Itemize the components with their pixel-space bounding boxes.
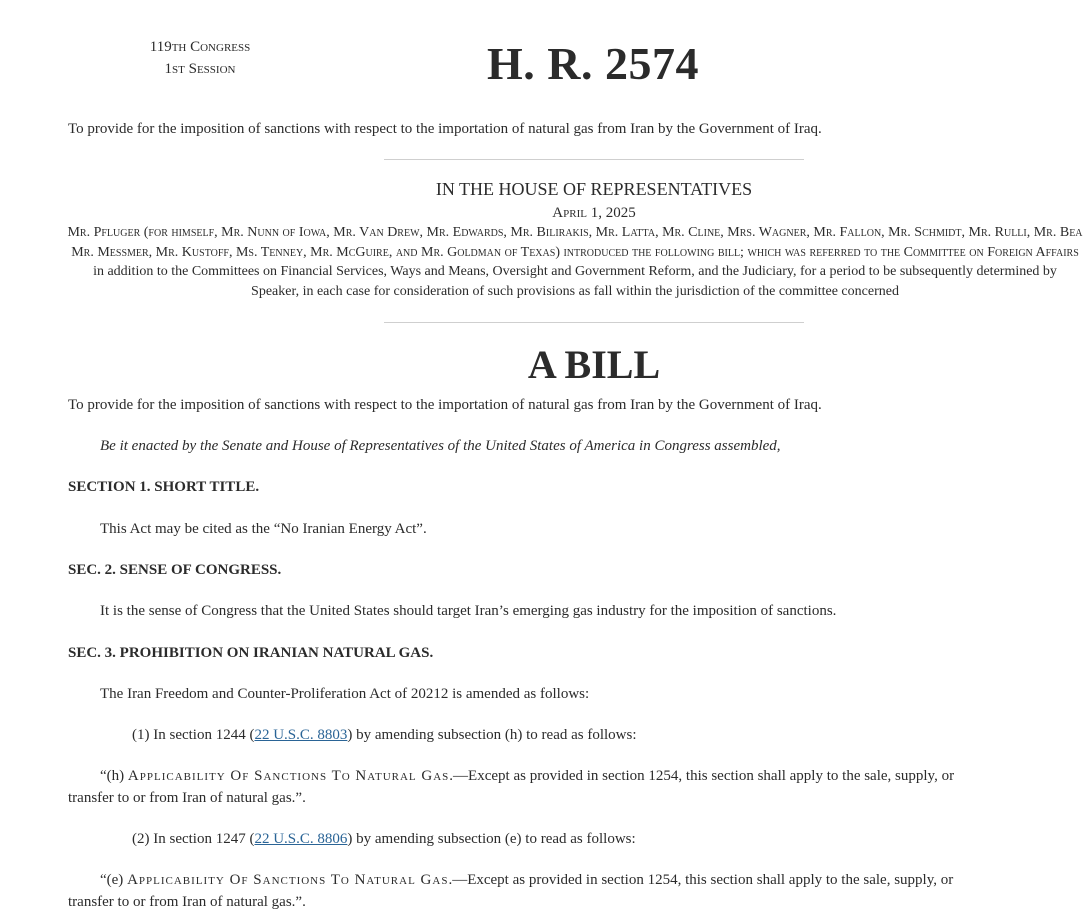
item-1-prefix: (1) In section 1244 (	[132, 727, 255, 743]
section-2-heading: SEC. 2. SENSE OF CONGRESS.	[68, 562, 282, 578]
sponsor-line: Mr. Pfluger (for himself, Mr. Nunn of Iowa, Mr. Van Drew, Mr. Edwards, Mr. Bilirakis, Mr. Latta, Mr. Cline, Mrs. Wagner, Mr. Fallon, Mr. Schmidt, Mr. Rulli, Mr. Bea	[67, 225, 1083, 240]
quote-h-title: Applicability Of Sanctions To Natural Gas	[127, 768, 450, 784]
item-2-prefix: (2) In section 1247 (	[132, 831, 255, 847]
quoted-subsection-e	[68, 869, 1047, 913]
introduction-date: April 1, 2025	[552, 205, 636, 221]
congress-line: 119th Congress	[149, 39, 251, 55]
item-1-suffix: ) by amending subsection (h) to read as follows:	[347, 727, 637, 743]
bill-number: H. R. 2574	[487, 38, 699, 89]
amendment-item-1	[132, 724, 1047, 746]
quote-e-body-2: transfer to or from Iran of natural gas.”.	[68, 894, 306, 910]
quoted-subsection-h	[68, 765, 1047, 809]
quote-h-body-1: .—Except as provided in section 1254, this section shall apply to the sale, supply, or	[449, 768, 955, 784]
quote-h-body-2: transfer to or from Iran of natural gas.”.	[68, 790, 306, 806]
quote-e-body-1: .—Except as provided in section 1254, this section shall apply to the sale, supply, or	[448, 872, 954, 888]
house-heading: IN THE HOUSE OF REPRESENTATIVES	[435, 179, 753, 199]
section-3-heading: SEC. 3. PROHIBITION ON IRANIAN NATURAL GAS.	[68, 645, 434, 661]
enacting-clause: Be it enacted by the Senate and House of Representatives of the United States of America in Congress assembled,	[100, 438, 781, 454]
bill-summary-top: To provide for the imposition of sanctions with respect to the importation of natural gas from Iran by the Government of Iraq.	[68, 121, 822, 137]
section-1-heading: SECTION 1. SHORT TITLE.	[68, 479, 260, 495]
item-2-suffix: ) by amending subsection (e) to read as follows:	[347, 831, 636, 847]
section-1-text: This Act may be cited as the “No Iranian Energy Act”.	[100, 521, 427, 537]
session-line: 1st Session	[164, 61, 236, 77]
bill-title: A BILL	[527, 342, 661, 387]
divider-bottom	[384, 322, 804, 323]
quote-e-title: Applicability Of Sanctions To Natural Gas	[127, 872, 449, 888]
usc-8806-link[interactable]: 22 U.S.C. 8806	[254, 831, 348, 847]
quote-e-open: “(e)	[100, 872, 128, 888]
divider-top	[384, 159, 804, 160]
congress-session-block	[100, 36, 300, 80]
sponsors-paragraph	[0, 223, 1087, 301]
quote-h-open: “(h)	[100, 768, 128, 784]
section-3-intro: The Iran Freedom and Counter-Proliferation Act of 20212 is amended as follows:	[100, 686, 590, 702]
sponsor-line: in addition to the Committees on Financial Services, Ways and Means, Oversight and Government Reform, and the Judiciary, for a period to be subsequently determined by	[93, 264, 1057, 280]
bill-summary: To provide for the imposition of sanctions with respect to the importation of natural gas from Iran by the Government of Iraq.	[68, 397, 822, 413]
usc-8803-link[interactable]: 22 U.S.C. 8803	[254, 727, 348, 743]
sponsor-line: Speaker, in each case for consideration of such provisions as fall within the jurisdiction of the committee concerned	[251, 283, 899, 299]
sponsor-line: Mr. Messmer, Mr. Kustoff, Ms. Tenney, Mr. McGuire, and Mr. Goldman of Texas) introduced the following bill; which was referred to the Committee on Foreign Affairs	[71, 244, 1079, 260]
amendment-item-2	[132, 828, 1047, 850]
section-2-text: It is the sense of Congress that the United States should target Iran’s emerging gas industry for the imposition of sanctions.	[100, 603, 837, 619]
